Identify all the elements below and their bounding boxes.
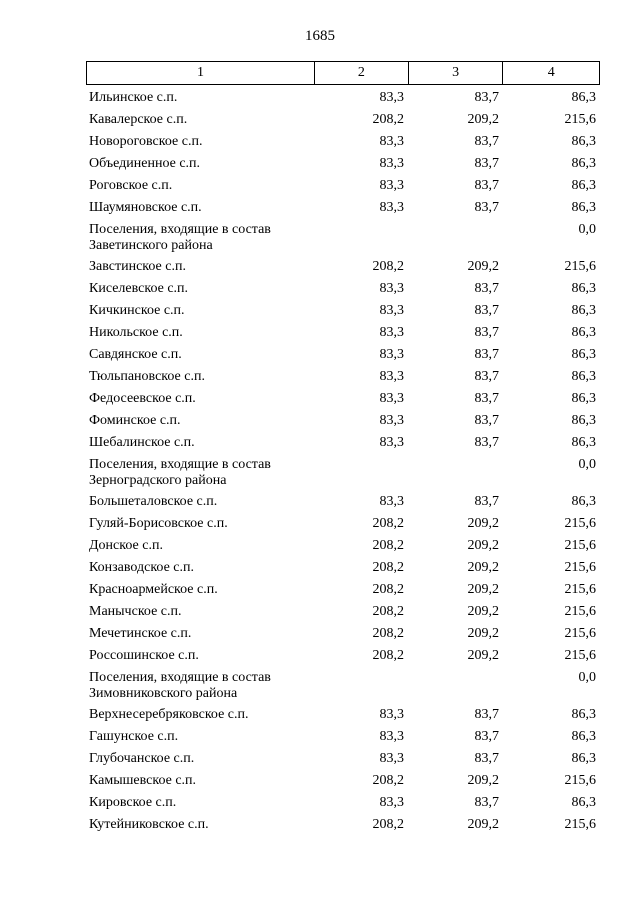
value-col3-cell: 209,2 bbox=[467, 817, 499, 832]
column-header-2: 2 bbox=[314, 62, 408, 84]
table-row bbox=[86, 197, 600, 219]
value-col3-cell: 83,7 bbox=[474, 347, 499, 362]
value-col4-cell: 215,6 bbox=[564, 560, 596, 575]
settlement-name-cell: Завстинское с.п. bbox=[89, 259, 186, 274]
value-col4-cell: 215,6 bbox=[564, 538, 596, 553]
value-col4-cell: 215,6 bbox=[564, 626, 596, 641]
table-row bbox=[86, 792, 600, 814]
value-col4-cell: 215,6 bbox=[564, 604, 596, 619]
value-col2-cell: 83,3 bbox=[379, 303, 404, 318]
value-col4-cell: 86,3 bbox=[571, 200, 596, 215]
value-col2-cell: 83,3 bbox=[379, 347, 404, 362]
value-col3-cell: 83,7 bbox=[474, 281, 499, 296]
table-row bbox=[86, 645, 600, 667]
value-col2-cell: 83,3 bbox=[379, 494, 404, 509]
value-col4-cell: 215,6 bbox=[564, 648, 596, 663]
value-col2-cell: 83,3 bbox=[379, 435, 404, 450]
value-col3-cell: 83,7 bbox=[474, 413, 499, 428]
value-col2-cell: 208,2 bbox=[372, 538, 404, 553]
value-col2-cell: 83,3 bbox=[379, 281, 404, 296]
value-col4-cell: 215,6 bbox=[564, 817, 596, 832]
value-col3-cell: 209,2 bbox=[467, 516, 499, 531]
value-col3-cell: 83,7 bbox=[474, 494, 499, 509]
value-col2-cell: 208,2 bbox=[372, 648, 404, 663]
value-col4-cell: 86,3 bbox=[571, 303, 596, 318]
table-row bbox=[86, 87, 600, 109]
table-row bbox=[86, 704, 600, 726]
value-col4-cell: 86,3 bbox=[571, 178, 596, 193]
settlement-name-cell: Кировское с.п. bbox=[89, 795, 177, 810]
value-col2-cell: 83,3 bbox=[379, 729, 404, 744]
table-row bbox=[86, 513, 600, 535]
value-col3-cell: 83,7 bbox=[474, 729, 499, 744]
value-col3-cell: 83,7 bbox=[474, 134, 499, 149]
value-col2-cell: 208,2 bbox=[372, 773, 404, 788]
table-row bbox=[86, 153, 600, 175]
value-col4-cell: 215,6 bbox=[564, 259, 596, 274]
value-col3-cell: 83,7 bbox=[474, 90, 499, 105]
value-col2-cell: 83,3 bbox=[379, 178, 404, 193]
value-col2-cell: 208,2 bbox=[372, 582, 404, 597]
value-col3-cell: 83,7 bbox=[474, 156, 499, 171]
value-col3-cell: 209,2 bbox=[467, 773, 499, 788]
value-col4-cell: 86,3 bbox=[571, 391, 596, 406]
value-col4-cell: 86,3 bbox=[571, 134, 596, 149]
value-col4-cell: 215,6 bbox=[564, 582, 596, 597]
settlement-name-cell: Кавалерское с.п. bbox=[89, 112, 188, 127]
settlement-name-cell: Кутейниковское с.п. bbox=[89, 817, 209, 832]
value-col2-cell: 208,2 bbox=[372, 604, 404, 619]
settlement-name-cell: Никольское с.п. bbox=[89, 325, 183, 340]
value-col4-cell: 86,3 bbox=[571, 413, 596, 428]
value-col3-cell: 83,7 bbox=[474, 435, 499, 450]
settlement-name-cell: Гашунское с.п. bbox=[89, 729, 179, 744]
settlement-name-cell: Роговское с.п. bbox=[89, 178, 173, 193]
table-row bbox=[86, 344, 600, 366]
value-col3-cell: 209,2 bbox=[467, 582, 499, 597]
page-number: 1685 bbox=[305, 28, 335, 44]
settlement-name-cell: Гуляй-Борисовское с.п. bbox=[89, 516, 228, 531]
settlement-name-cell: Поселения, входящие в состав Зерноградского района bbox=[89, 457, 271, 488]
value-col4-cell: 86,3 bbox=[571, 369, 596, 384]
value-col3-cell: 83,7 bbox=[474, 325, 499, 340]
table-row bbox=[86, 557, 600, 579]
value-col3-cell: 83,7 bbox=[474, 795, 499, 810]
data-table bbox=[86, 61, 600, 836]
table-row bbox=[86, 322, 600, 344]
table-body bbox=[86, 85, 600, 836]
settlement-name-cell: Шебалинское с.п. bbox=[89, 435, 195, 450]
table-row bbox=[86, 535, 600, 557]
value-col3-cell: 83,7 bbox=[474, 391, 499, 406]
value-col4-cell: 86,3 bbox=[571, 729, 596, 744]
value-col2-cell: 83,3 bbox=[379, 200, 404, 215]
group-header-row bbox=[86, 667, 600, 704]
value-col3-cell: 209,2 bbox=[467, 112, 499, 127]
table-row bbox=[86, 300, 600, 322]
settlement-name-cell: Фоминское с.п. bbox=[89, 413, 181, 428]
value-col4-cell: 86,3 bbox=[571, 751, 596, 766]
settlement-name-cell: Новороговское с.п. bbox=[89, 134, 203, 149]
value-col2-cell: 83,3 bbox=[379, 795, 404, 810]
group-header-row bbox=[86, 454, 600, 491]
value-col3-cell: 209,2 bbox=[467, 648, 499, 663]
settlement-name-cell: Поселения, входящие в состав Зимовниковского района bbox=[89, 670, 271, 701]
table-row bbox=[86, 623, 600, 645]
value-col2-cell: 83,3 bbox=[379, 413, 404, 428]
value-col2-cell: 83,3 bbox=[379, 707, 404, 722]
table-row bbox=[86, 256, 600, 278]
table-row bbox=[86, 410, 600, 432]
column-header-1: 1 bbox=[197, 65, 205, 80]
table-row bbox=[86, 814, 600, 836]
value-col4-cell: 215,6 bbox=[564, 112, 596, 127]
settlement-name-cell: Донское с.п. bbox=[89, 538, 163, 553]
value-col4-cell: 86,3 bbox=[571, 707, 596, 722]
value-col3-cell: 209,2 bbox=[467, 560, 499, 575]
value-col2-cell: 83,3 bbox=[379, 90, 404, 105]
value-col2-cell: 83,3 bbox=[379, 751, 404, 766]
value-col2-cell: 208,2 bbox=[372, 817, 404, 832]
value-col3-cell: 83,7 bbox=[474, 751, 499, 766]
value-col4-cell: 0,0 bbox=[578, 670, 596, 685]
table-header-row bbox=[86, 61, 600, 85]
value-col2-cell: 208,2 bbox=[372, 259, 404, 274]
settlement-name-cell: Манычское с.п. bbox=[89, 604, 182, 619]
table-row bbox=[86, 601, 600, 623]
value-col3-cell: 209,2 bbox=[467, 538, 499, 553]
value-col3-cell: 83,7 bbox=[474, 178, 499, 193]
settlement-name-cell: Ильинское с.п. bbox=[89, 90, 178, 105]
value-col3-cell: 83,7 bbox=[474, 707, 499, 722]
settlement-name-cell: Мечетинское с.п. bbox=[89, 626, 192, 641]
table-row bbox=[86, 388, 600, 410]
value-col2-cell: 83,3 bbox=[379, 156, 404, 171]
value-col3-cell: 83,7 bbox=[474, 200, 499, 215]
value-col4-cell: 86,3 bbox=[571, 435, 596, 450]
value-col4-cell: 86,3 bbox=[571, 494, 596, 509]
settlement-name-cell: Красноармейское с.п. bbox=[89, 582, 218, 597]
value-col4-cell: 0,0 bbox=[578, 222, 596, 237]
settlement-name-cell: Федосеевское с.п. bbox=[89, 391, 196, 406]
settlement-name-cell: Савдянское с.п. bbox=[89, 347, 182, 362]
settlement-name-cell: Шаумяновское с.п. bbox=[89, 200, 202, 215]
table-row bbox=[86, 726, 600, 748]
table-row bbox=[86, 366, 600, 388]
value-col4-cell: 86,3 bbox=[571, 347, 596, 362]
settlement-name-cell: Киселевское с.п. bbox=[89, 281, 189, 296]
settlement-name-cell: Камышевское с.п. bbox=[89, 773, 197, 788]
value-col2-cell: 83,3 bbox=[379, 134, 404, 149]
value-col2-cell: 208,2 bbox=[372, 560, 404, 575]
table-row bbox=[86, 579, 600, 601]
value-col4-cell: 0,0 bbox=[578, 457, 596, 472]
settlement-name-cell: Поселения, входящие в состав Заветинского района bbox=[89, 222, 271, 253]
table-row bbox=[86, 131, 600, 153]
column-header-3: 3 bbox=[408, 62, 503, 84]
value-col2-cell: 208,2 bbox=[372, 112, 404, 127]
table-row bbox=[86, 175, 600, 197]
table-row bbox=[86, 278, 600, 300]
table-row bbox=[86, 770, 600, 792]
value-col4-cell: 215,6 bbox=[564, 516, 596, 531]
group-header-row bbox=[86, 219, 600, 256]
value-col2-cell: 83,3 bbox=[379, 369, 404, 384]
settlement-name-cell: Кичкинское с.п. bbox=[89, 303, 185, 318]
table-row bbox=[86, 491, 600, 513]
value-col2-cell: 208,2 bbox=[372, 516, 404, 531]
settlement-name-cell: Глубочанское с.п. bbox=[89, 751, 195, 766]
value-col4-cell: 86,3 bbox=[571, 90, 596, 105]
value-col2-cell: 83,3 bbox=[379, 325, 404, 340]
settlement-name-cell: Большеталовское с.п. bbox=[89, 494, 218, 509]
value-col3-cell: 83,7 bbox=[474, 369, 499, 384]
value-col2-cell: 208,2 bbox=[372, 626, 404, 641]
value-col3-cell: 209,2 bbox=[467, 259, 499, 274]
table-row bbox=[86, 109, 600, 131]
value-col3-cell: 209,2 bbox=[467, 604, 499, 619]
value-col4-cell: 215,6 bbox=[564, 773, 596, 788]
value-col2-cell: 83,3 bbox=[379, 391, 404, 406]
settlement-name-cell: Конзаводское с.п. bbox=[89, 560, 195, 575]
value-col4-cell: 86,3 bbox=[571, 281, 596, 296]
settlement-name-cell: Верхнесеребряковское с.п. bbox=[89, 707, 249, 722]
settlement-name-cell: Объединенное с.п. bbox=[89, 156, 201, 171]
value-col3-cell: 209,2 bbox=[467, 626, 499, 641]
value-col4-cell: 86,3 bbox=[571, 325, 596, 340]
table-row bbox=[86, 748, 600, 770]
settlement-name-cell: Тюльпановское с.п. bbox=[89, 369, 205, 384]
table-row bbox=[86, 432, 600, 454]
value-col4-cell: 86,3 bbox=[571, 156, 596, 171]
settlement-name-cell: Россошинское с.п. bbox=[89, 648, 199, 663]
value-col4-cell: 86,3 bbox=[571, 795, 596, 810]
value-col3-cell: 83,7 bbox=[474, 303, 499, 318]
column-header-4: 4 bbox=[502, 62, 599, 84]
